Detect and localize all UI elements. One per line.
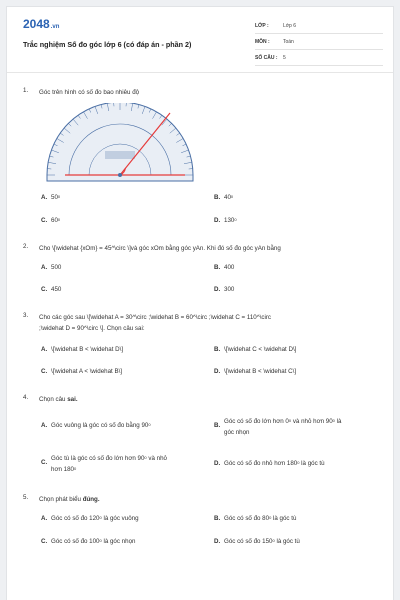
option-value: 400: [224, 264, 235, 271]
option-key: A.: [41, 194, 48, 201]
option-key: A.: [41, 264, 48, 271]
option-value: \[\widehat C < \widehat D\]: [224, 346, 297, 353]
option-value: Góc có số đo $150^0$ là góc tù: [224, 538, 300, 545]
option-key: A.: [41, 515, 48, 522]
option-value: Góc có số đo nhỏ hơn $180^0$ là góc tù: [224, 460, 325, 467]
question-text: Cho \[\widehat {xOm} = 45^\circ \]và góc xOm bằng góc yAn. Khi đó số đo góc yAn bằng: [39, 245, 281, 252]
site-logo[interactable]: 2048.vn: [23, 17, 60, 31]
question-number: 4.: [23, 394, 29, 401]
meta-value: Toán: [283, 38, 294, 45]
quiz-meta: [255, 18, 383, 66]
option-value: $60^0$: [51, 217, 61, 224]
question-number: 3.: [23, 312, 29, 319]
option-value: 450: [51, 286, 62, 293]
option-key: B.: [214, 264, 221, 271]
option-value: Góc có số đo $100^0$ là góc nhọn: [51, 538, 136, 545]
question-number: 1.: [23, 87, 29, 94]
meta-value: 5: [283, 54, 286, 61]
option-key: D.: [214, 368, 221, 375]
option-key: B.: [214, 194, 221, 201]
option-key: D.: [214, 217, 221, 224]
option-key: C.: [41, 217, 48, 224]
meta-key: LỚP :: [255, 22, 269, 29]
option-key: A.: [41, 422, 48, 429]
option-value: \[\widehat B < \widehat C\]: [224, 368, 297, 375]
meta-key: MÔN :: [255, 38, 270, 45]
quiz-header: [7, 7, 394, 73]
option-value: 500: [51, 264, 62, 271]
option-value: \[\widehat A < \widehat B\]: [51, 368, 123, 375]
option-key: D.: [214, 286, 221, 293]
meta-row-subject: [255, 34, 383, 50]
question-text: Góc trên hình có số đo bao nhiêu độ: [39, 89, 140, 96]
option-key: D.: [214, 460, 221, 467]
quiz-title: Trắc nghiệm Số đo góc lớp 6 (có đáp án - phần 2): [23, 40, 192, 49]
option-key: D.: [214, 538, 221, 545]
meta-value: Lớp 6: [283, 22, 297, 29]
option-value: $50^0$: [51, 194, 61, 201]
option-value: Góc có số đo lớn hơn $0^0$ và nhỏ hơn $90^0$ là góc nhọn: [224, 418, 342, 436]
option-value: 300: [224, 286, 235, 293]
question-number: 5.: [23, 494, 29, 501]
question-text: Cho các góc sau \[\widehat A = 30^\circ ;\widehat B = 60^\circ ;\widehat C = 110^\circ ;\widehat D = 90^\circ \]. Chọn câu sai:: [39, 314, 271, 332]
meta-key: SỐ CÂU :: [255, 54, 278, 61]
option-value: Góc vuông là góc có số đo bằng $90^0$: [51, 422, 151, 429]
option-value: Góc có số đo $120^0$ là góc vuông: [51, 515, 139, 522]
option-value: Góc có số đo $80^0$ là góc tù: [224, 515, 297, 522]
option-key: C.: [41, 368, 48, 375]
option-value: \[\widehat B < \widehat D\]: [51, 346, 124, 353]
question-number: 2.: [23, 243, 29, 250]
quiz-sheet: [6, 6, 394, 600]
option-key: C.: [41, 538, 48, 545]
option-key: C.: [41, 286, 48, 293]
meta-row-class: [255, 18, 383, 34]
question-text: Chọn phát biểu đúng.: [39, 496, 100, 503]
protractor-figure: [45, 103, 195, 183]
option-key: B.: [214, 346, 221, 353]
question-text: Chọn câu sai.: [39, 396, 78, 403]
option-key: B.: [214, 515, 221, 522]
meta-row-count: [255, 50, 383, 66]
option-value: Góc tù là góc có số đo lớn hơn $90^0$ và nhỏ hơn $180^0$: [51, 455, 167, 473]
option-value: $40^0$: [224, 194, 234, 201]
option-key: C.: [41, 459, 48, 466]
option-value: $130^0$: [224, 217, 237, 224]
option-key: B.: [214, 422, 221, 429]
option-key: A.: [41, 346, 48, 353]
